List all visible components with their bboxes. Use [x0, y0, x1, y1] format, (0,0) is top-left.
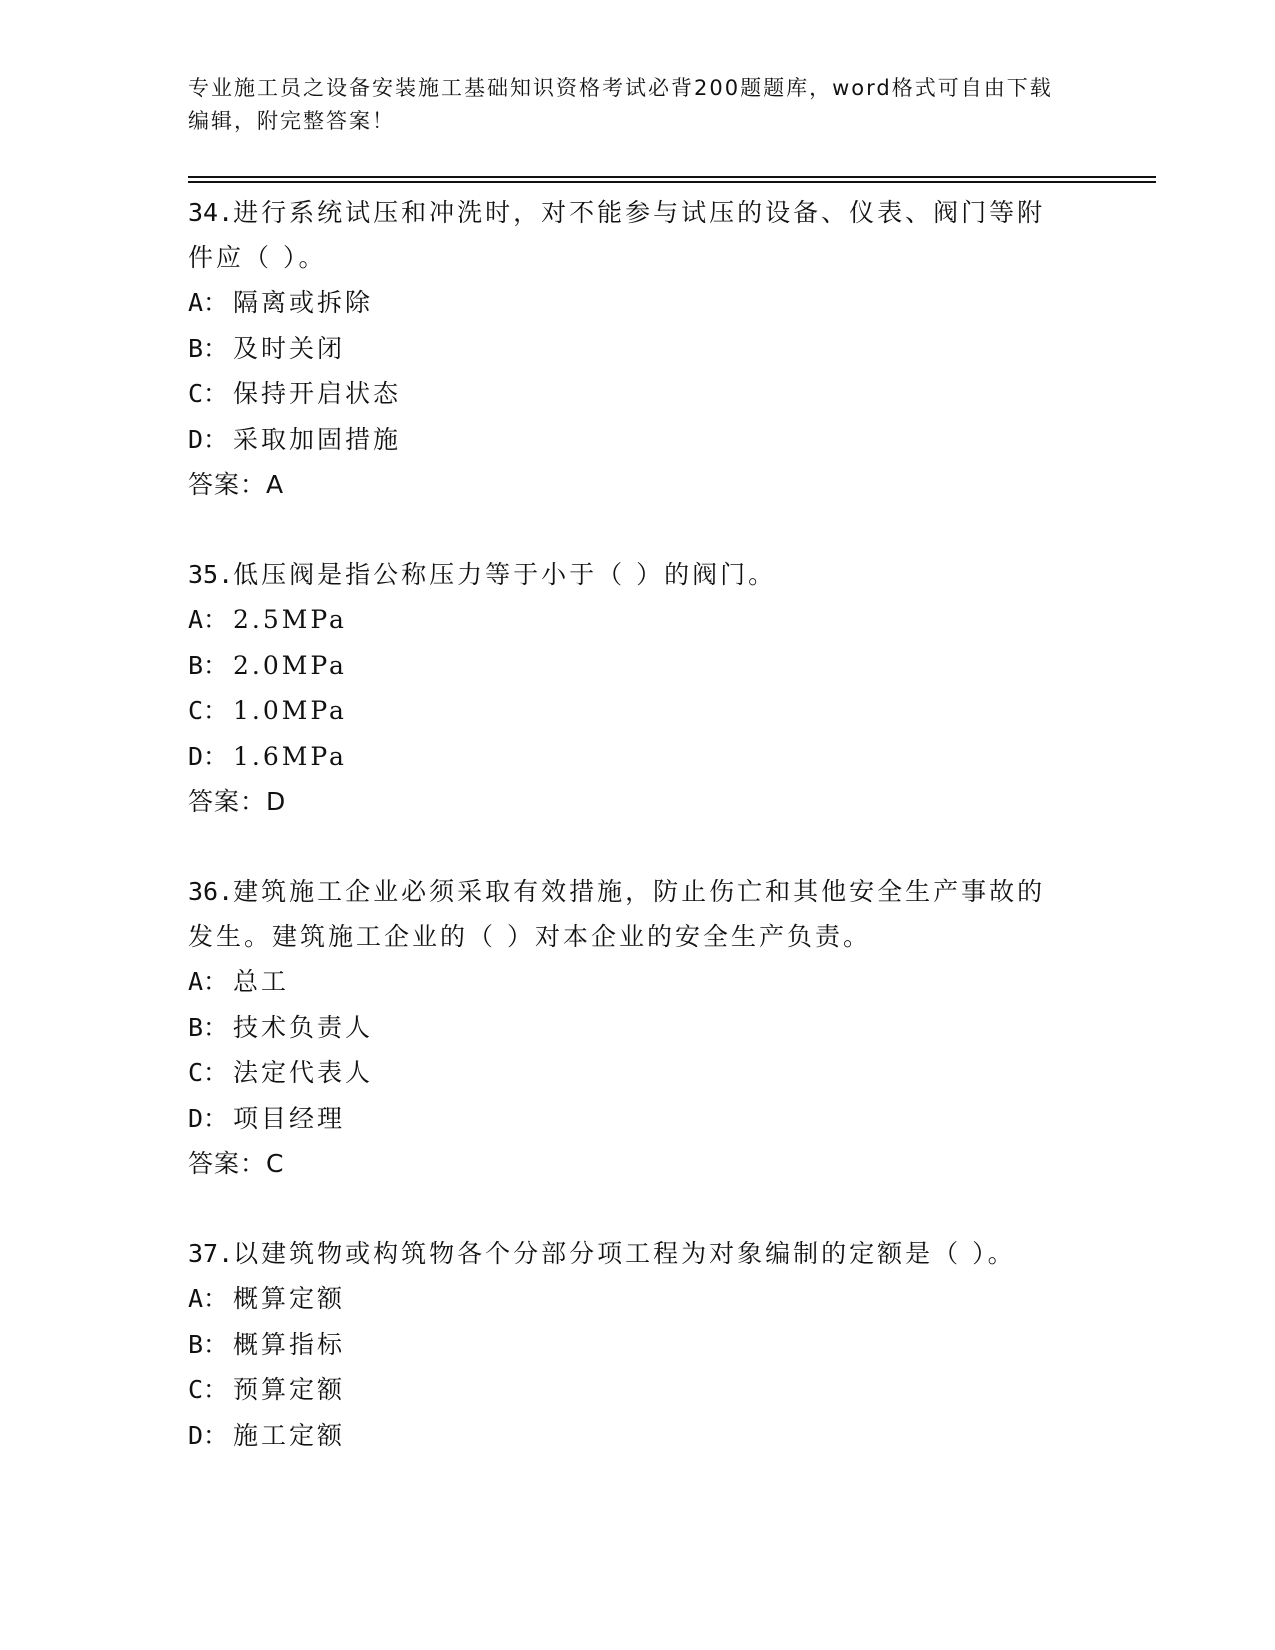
option-text: 1.0MPa — [233, 696, 347, 725]
question-item — [188, 190, 1088, 507]
option-a — [188, 1276, 1088, 1322]
option-text: 及时关闭 — [233, 333, 346, 363]
option-c — [188, 1050, 1088, 1096]
question-text — [188, 1231, 1068, 1276]
option-text: 预算定额 — [233, 1375, 346, 1404]
option-text: 概算指标 — [233, 1329, 346, 1359]
option-text: 2.0MPa — [233, 650, 347, 680]
option-b — [188, 1005, 1088, 1051]
option-text: 法定代表人 — [233, 1058, 374, 1087]
option-text: 隔离或拆除 — [233, 288, 374, 317]
option-letter: B： — [188, 650, 229, 680]
option-letter: C： — [188, 1058, 229, 1087]
option-text: 采取加固措施 — [233, 424, 402, 454]
question-stem: 进行系统试压和冲洗时，对不能参与试压的设备、仪表、阀门等附件应（ ）。 — [188, 198, 1046, 272]
option-text: 技术负责人 — [233, 1012, 374, 1042]
option-d — [188, 1096, 1088, 1142]
question-item — [188, 552, 1088, 824]
option-text: 总工 — [233, 967, 290, 996]
question-stem: 以建筑物或构筑物各个分部分项工程为对象编制的定额是（ ）。 — [233, 1239, 1016, 1268]
option-letter: B： — [188, 1329, 229, 1359]
option-text: 概算定额 — [233, 1284, 346, 1313]
option-d — [188, 734, 1088, 780]
option-letter: D： — [188, 1420, 229, 1450]
option-d — [188, 1413, 1088, 1459]
option-a — [188, 959, 1088, 1005]
option-text: 2.5MPa — [233, 605, 347, 634]
answer-line: 答案：D — [188, 787, 287, 816]
option-letter: C： — [188, 1375, 229, 1404]
option-letter: D： — [188, 424, 229, 454]
option-text: 项目经理 — [233, 1103, 346, 1133]
option-letter: A： — [188, 1284, 229, 1313]
option-letter: B： — [188, 333, 229, 363]
question-item — [188, 1231, 1088, 1458]
header-divider-top — [188, 176, 1156, 178]
question-list — [188, 190, 1088, 1503]
option-d — [188, 417, 1088, 463]
option-letter: C： — [188, 379, 229, 408]
option-letter: B： — [188, 1012, 229, 1042]
option-text: 1.6MPa — [233, 741, 347, 771]
answer-line: 答案：A — [188, 470, 285, 499]
option-a — [188, 280, 1088, 326]
option-c — [188, 688, 1088, 734]
option-c — [188, 1367, 1088, 1413]
option-b — [188, 643, 1088, 689]
option-letter: A： — [188, 967, 229, 996]
option-b — [188, 326, 1088, 372]
question-text — [188, 190, 1068, 280]
option-a — [188, 597, 1088, 643]
document-header: 专业施工员之设备安装施工基础知识资格考试必背200题题库，word格式可自由下载编辑，附完整答案！ — [188, 76, 1053, 133]
question-stem: 建筑施工企业必须采取有效措施，防止伤亡和其他安全生产事故的发生。建筑施工企业的（ ）对本企业的安全生产负责。 — [188, 877, 1046, 951]
option-text: 施工定额 — [233, 1420, 346, 1450]
option-letter: C： — [188, 696, 229, 725]
question-number: 35. — [188, 560, 234, 589]
header-divider-bottom — [188, 181, 1156, 183]
answer-line: 答案：C — [188, 1149, 285, 1178]
option-letter: D： — [188, 1103, 229, 1133]
question-stem: 低压阀是指公称压力等于小于（ ）的阀门。 — [233, 560, 777, 589]
option-letter: D： — [188, 741, 229, 771]
option-letter: A： — [188, 288, 229, 317]
question-item — [188, 869, 1088, 1186]
option-text: 保持开启状态 — [233, 379, 402, 408]
option-letter: A： — [188, 605, 229, 634]
question-number: 37. — [188, 1239, 234, 1268]
option-b — [188, 1322, 1088, 1368]
option-c — [188, 371, 1088, 417]
question-number: 34. — [188, 198, 234, 227]
question-text — [188, 552, 1068, 597]
question-text — [188, 869, 1068, 959]
question-number: 36. — [188, 877, 234, 906]
